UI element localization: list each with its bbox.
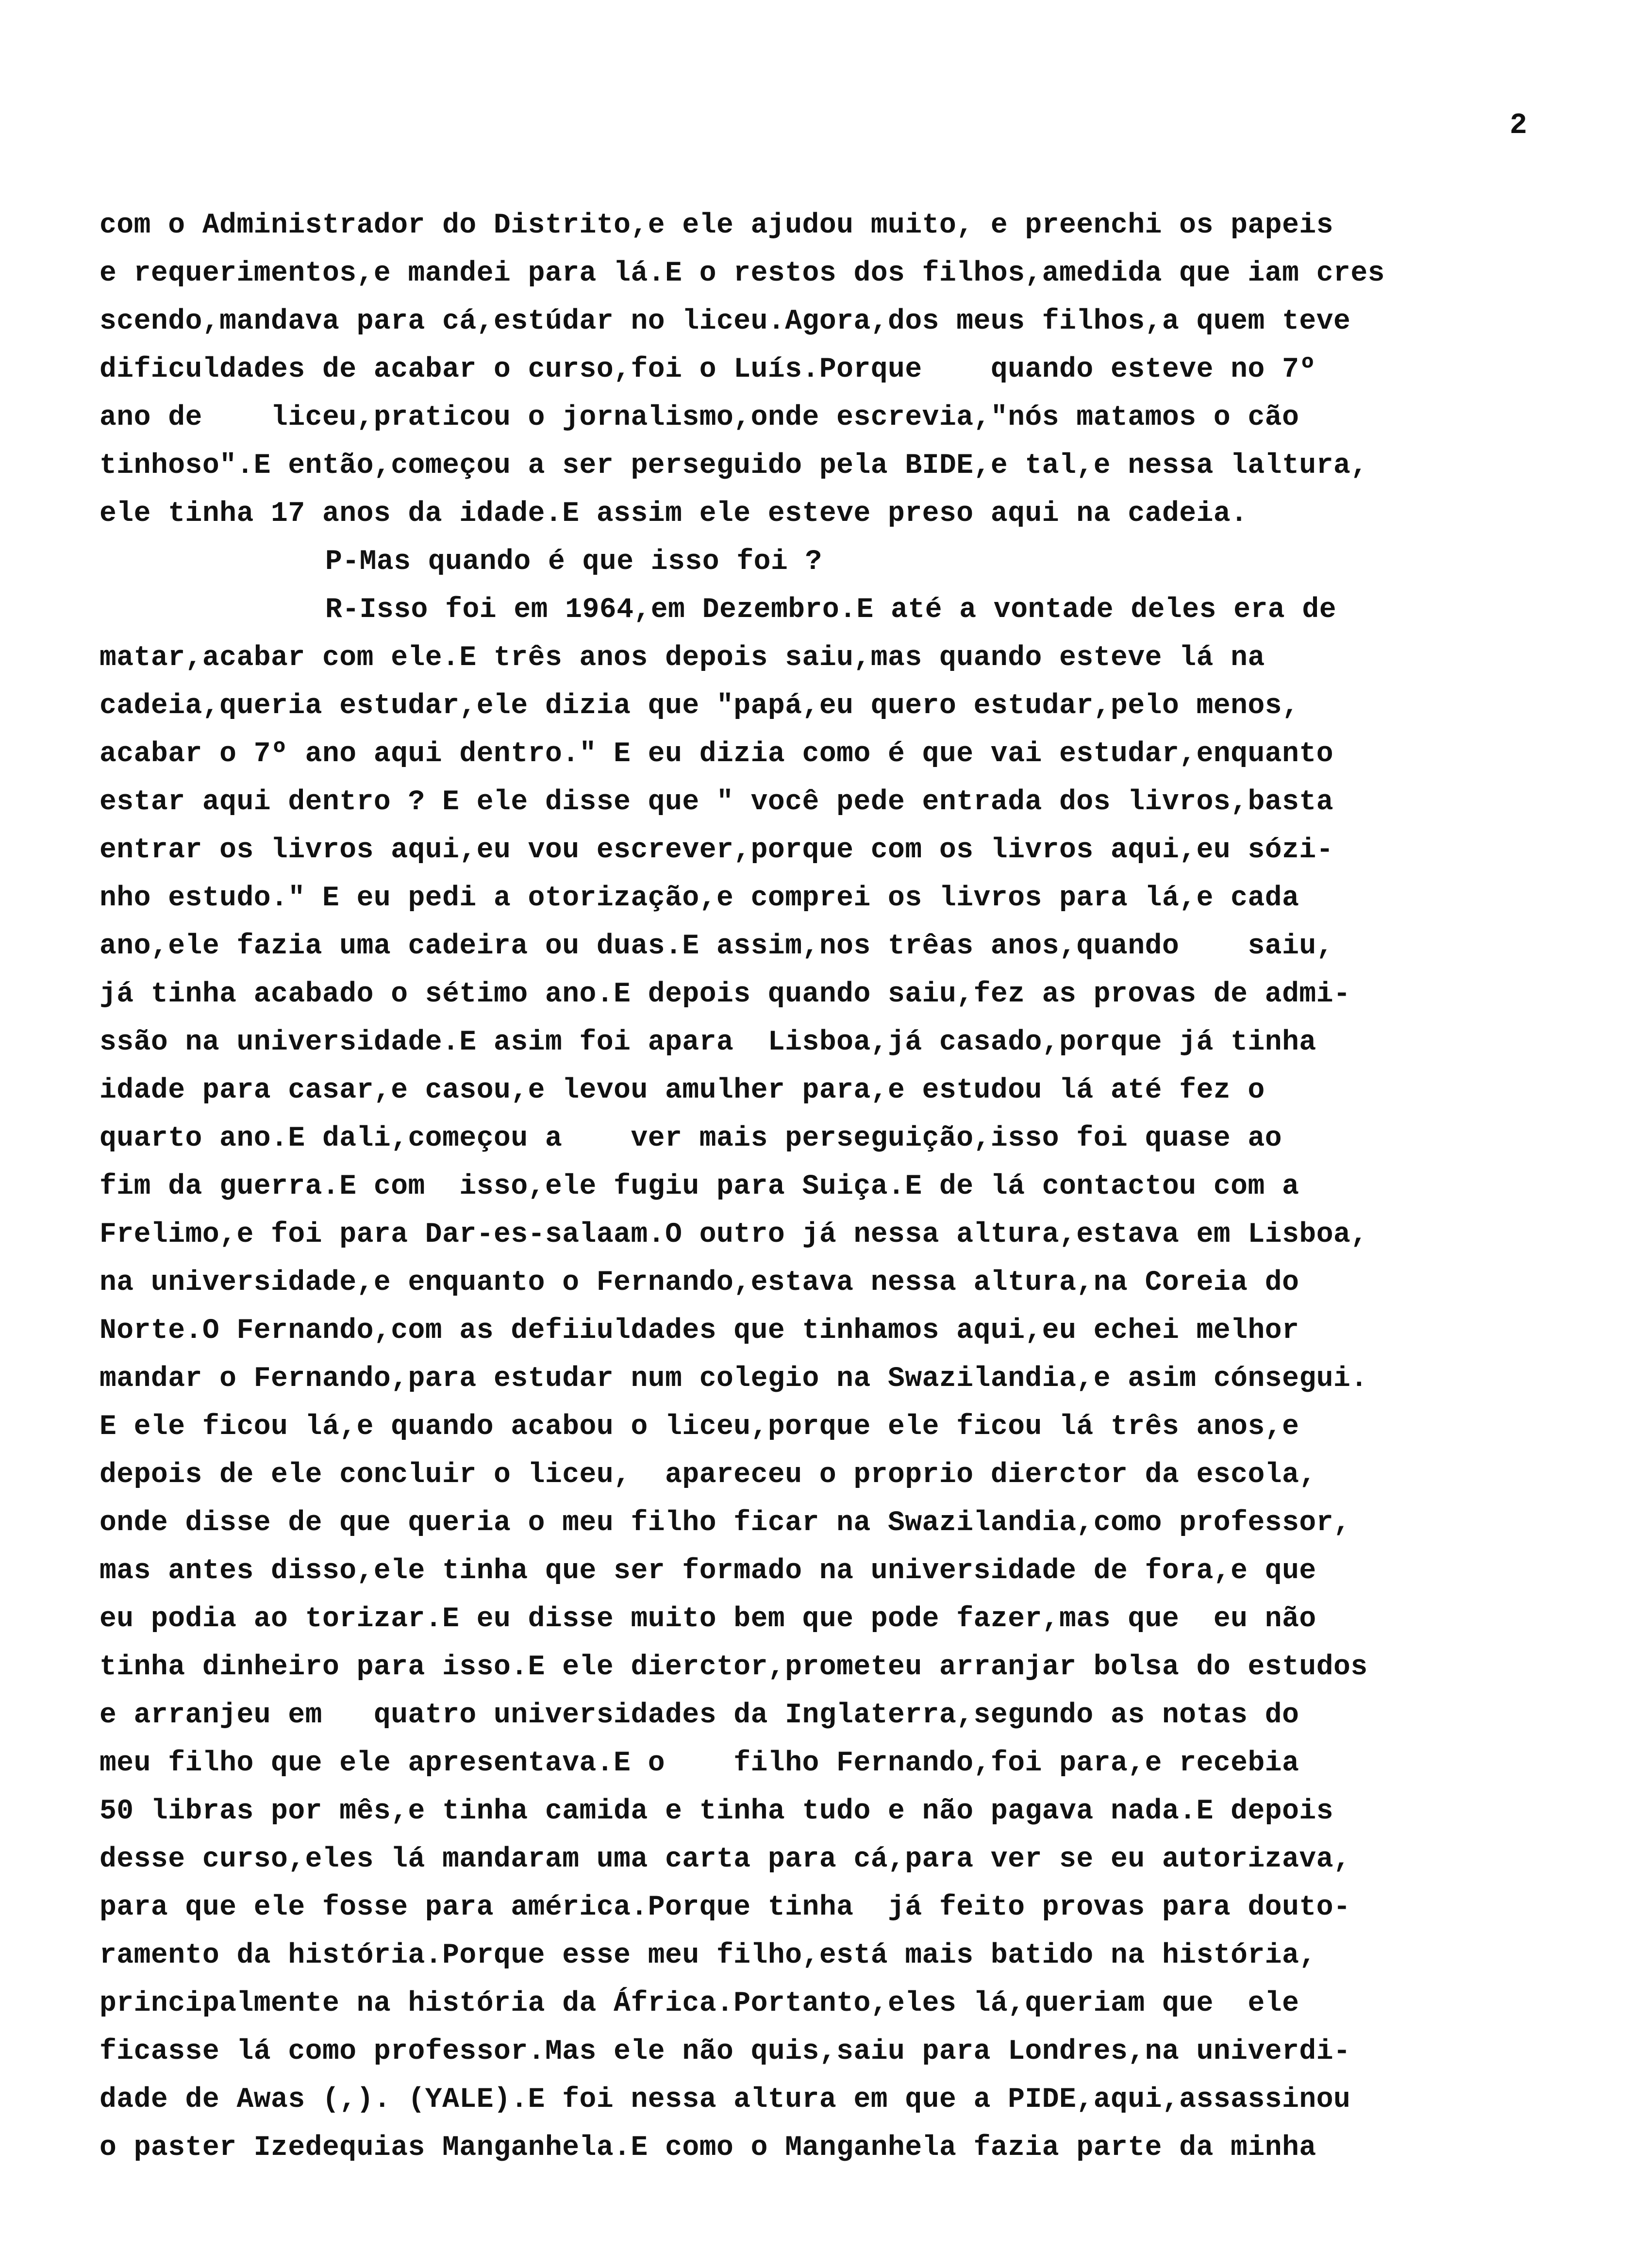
text-line: eu podia ao torizar.E eu disse muito bem que pode fazer,mas que eu não: [100, 1603, 1316, 1635]
text-line: idade para casar,e casou,e levou amulher para,e estudou lá até fez o: [100, 1075, 1265, 1106]
text-line: e arranjeu em quatro universidades da Inglaterra,segundo as notas do: [100, 1700, 1299, 1731]
text-line: ano,ele fazia uma cadeira ou duas.E assim,nos trêas anos,quando saiu,: [100, 931, 1334, 962]
text-line: matar,acabar com ele.E três anos depois saiu,mas quando esteve lá na: [100, 642, 1265, 674]
text-line: depois de ele concluir o liceu, apareceu o proprio dierctor da escola,: [100, 1459, 1316, 1491]
text-line: e requerimentos,e mandei para lá.E o restos dos filhos,amedida que iam cres: [100, 258, 1385, 289]
text-line: meu filho que ele apresentava.E o filho Fernando,foi para,e recebia: [100, 1748, 1299, 1779]
text-line: quarto ano.E dali,começou a ver mais perseguição,isso foi quase ao: [100, 1123, 1282, 1154]
text-line: E ele ficou lá,e quando acabou o liceu,porque ele ficou lá três anos,e: [100, 1411, 1299, 1443]
text-line: desse curso,eles lá mandaram uma carta para cá,para ver se eu autorizava,: [100, 1844, 1351, 1875]
answer-line: R-Isso foi em 1964,em Dezembro.E até a vontade deles era de: [325, 594, 1337, 626]
text-line: ano de liceu,praticou o jornalismo,onde escrevia,"nós matamos o cão: [100, 402, 1299, 434]
text-line: fim da guerra.E com isso,ele fugiu para Suiça.E de lá contactou com a: [100, 1171, 1299, 1202]
text-line: tinha dinheiro para isso.E ele dierctor,prometeu arranjar bolsa do estudos: [100, 1651, 1368, 1683]
text-line: entrar os livros aqui,eu vou escrever,porque com os livros aqui,eu sózi-: [100, 834, 1334, 866]
text-line: mas antes disso,ele tinha que ser formado na universidade de fora,e que: [100, 1555, 1316, 1587]
text-line: ele tinha 17 anos da idade.E assim ele esteve preso aqui na cadeia.: [100, 498, 1248, 530]
text-line: o paster Izedequias Manganhela.E como o Manganhela fazia parte da minha: [100, 2132, 1316, 2164]
text-line: mandar o Fernando,para estudar num colegio na Swazilandia,e asim cónsegui.: [100, 1363, 1368, 1395]
text-line: dificuldades de acabar o curso,foi o Luís.Porque quando esteve no 7º: [100, 354, 1316, 385]
text-line: com o Administrador do Distrito,e ele ajudou muito, e preenchi os papeis: [100, 210, 1334, 241]
text-line: tinhoso".E então,começou a ser perseguido pela BIDE,e tal,e nessa laltura,: [100, 450, 1368, 482]
text-line: acabar o 7º ano aqui dentro." E eu dizia como é que vai estudar,enquanto: [100, 738, 1334, 770]
document-body: [100, 201, 1565, 2172]
text-line: Norte.O Fernando,com as defiiuldades que tinhamos aqui,eu echei melhor: [100, 1315, 1299, 1347]
page-number: 2: [1510, 109, 1528, 142]
question-line: P-Mas quando é que isso foi ?: [325, 546, 822, 578]
text-line: ramento da história.Porque esse meu filho,está mais batido na história,: [100, 1940, 1316, 1971]
text-line: 50 libras por mês,e tinha camida e tinha tudo e não pagava nada.E depois: [100, 1796, 1334, 1827]
text-line: principalmente na história da África.Portanto,eles lá,queriam que ele: [100, 1988, 1299, 2019]
text-line: Frelimo,e foi para Dar-es-salaam.O outro já nessa altura,estava em Lisboa,: [100, 1219, 1368, 1251]
text-line: onde disse de que queria o meu filho ficar na Swazilandia,como professor,: [100, 1507, 1351, 1539]
text-line: nho estudo." E eu pedi a otorização,e comprei os livros para lá,e cada: [100, 883, 1299, 914]
text-line: ssão na universidade.E asim foi apara Lisboa,já casado,porque já tinha: [100, 1027, 1316, 1058]
text-line: ficasse lá como professor.Mas ele não quis,saiu para Londres,na univerdi-: [100, 2036, 1351, 2068]
text-line: já tinha acabado o sétimo ano.E depois quando saiu,fez as provas de admi-: [100, 979, 1351, 1010]
text-line: cadeia,queria estudar,ele dizia que "papá,eu quero estudar,pelo menos,: [100, 690, 1299, 722]
text-line: dade de Awas (,). (YALE).E foi nessa altura em que a PIDE,aqui,assassinou: [100, 2084, 1351, 2116]
text-line: na universidade,e enquanto o Fernando,estava nessa altura,na Coreia do: [100, 1267, 1299, 1299]
text-line: estar aqui dentro ? E ele disse que " você pede entrada dos livros,basta: [100, 786, 1334, 818]
text-line: para que ele fosse para américa.Porque tinha já feito provas para douto-: [100, 1892, 1351, 1923]
text-line: scendo,mandava para cá,estúdar no liceu.Agora,dos meus filhos,a quem teve: [100, 306, 1351, 337]
